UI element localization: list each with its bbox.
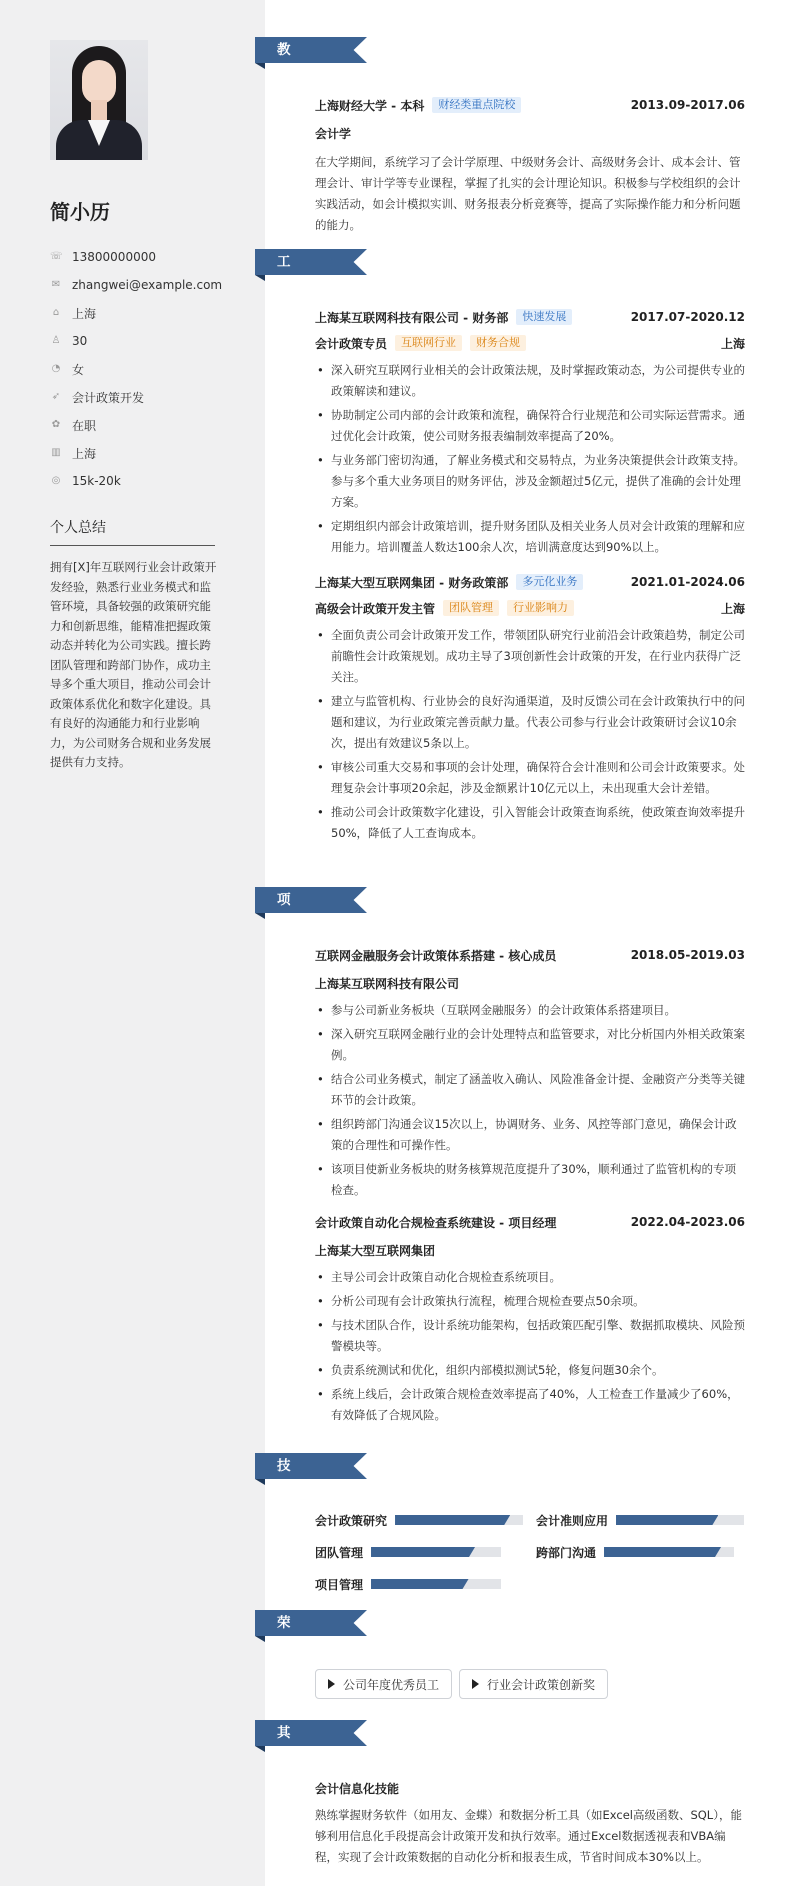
company-tag: 快速发展 (516, 309, 572, 325)
info-age: ♙ 30 (51, 334, 88, 348)
skill-bar (371, 1547, 501, 1557)
list-item: • 审核公司重大交易和事项的会计处理，确保符合会计准则和公司会计政策要求。处理复杂会计事项20余起，涉及金额累计10亿元以上，未出现重大会计差错。 (315, 757, 745, 799)
skill-bar (371, 1579, 501, 1589)
skill-item: 团队管理 (315, 1544, 501, 1560)
list-item: • 深入研究互联网金融行业的会计处理特点和监管要求，对比分析国内外相关政策案例。 (315, 1024, 745, 1066)
list-item: • 主导公司会计政策自动化合规检查系统项目。 (315, 1267, 745, 1288)
home-icon: ⌂ (52, 307, 60, 318)
skill-bar (395, 1515, 523, 1525)
info-status: ✿ 在职 (51, 418, 97, 433)
info-gender: ◔ 女 (51, 362, 85, 377)
list-item: • 该项目使新业务板块的财务核算规范度提升了30%，顺利通过了监管机构的专项检查。 (315, 1159, 745, 1201)
project-bullets (315, 1000, 745, 1201)
work-entry-1 (315, 308, 745, 561)
work-date: 2021.01-2024.06 (630, 575, 745, 589)
education-entry (315, 96, 745, 236)
project-entry-1 (315, 946, 745, 1204)
project-title: 互联网金融服务会计政策体系搭建 - 核心成员 (315, 948, 557, 963)
project-org: 上海某互联网科技有限公司 (315, 976, 460, 991)
education-date: 2013.09-2017.06 (630, 98, 745, 112)
work-city: 上海 (720, 601, 745, 616)
target-icon: ➶ (51, 391, 61, 402)
work-bullets (315, 625, 745, 844)
list-item: • 结合公司业务模式，制定了涵盖收入确认、风险准备金计提、金融资产分类等关键环节的会计政策。 (315, 1069, 745, 1111)
list-item: • 参与公司新业务板块（互联网金融服务）的会计政策体系搭建项目。 (315, 1000, 745, 1021)
skill-item: 会计准则应用 (536, 1512, 744, 1528)
work-bullets (315, 360, 745, 558)
project-entry-2 (315, 1213, 745, 1429)
contact-info (50, 243, 230, 495)
project-date: 2018.05-2019.03 (630, 948, 745, 962)
major: 会计学 (315, 126, 352, 141)
list-item: • 深入研究互联网行业相关的会计政策法规，及时掌握政策动态，为公司提供专业的政策解读和建议。 (315, 360, 745, 402)
sidebar (0, 0, 265, 1886)
work-city: 上海 (720, 336, 745, 351)
play-icon (472, 1679, 479, 1689)
list-item: • 全面负责公司会计政策开发工作，带领团队研究行业前沿会计政策趋势，制定公司前瞻性会计政策规划。成功主导了3项创新性会计政策的开发，在行业内获得广泛关注。 (315, 625, 745, 688)
skill-item: 项目管理 (315, 1576, 501, 1592)
school-name: 上海财经大学 - 本科 (315, 98, 425, 113)
role-tag: 财务合规 (470, 335, 526, 351)
summary-text: 拥有[X]年互联网行业会计政策开发经验，熟悉行业业务模式和监管环境，具备较强的政策研究能力和创新思维，能精准把握政策动态并转化为公司实践。擅长跨团队管理和跨部门协作，成功主导多个重大项目，推动公司会计政策体系优化和数字化建设。具有良好的沟通能力和行业影响力，为公司财务合规和业务发展提供有力支持。 (50, 560, 217, 769)
play-icon (328, 1679, 335, 1689)
salary-icon: ◎ (51, 475, 61, 486)
info-city: ▥ 上海 (51, 446, 97, 461)
skill-item: 跨部门沟通 (536, 1544, 734, 1560)
work-entry-2 (315, 573, 745, 847)
info-phone: ☏ 13800000000 (50, 250, 156, 264)
skill-item: 会计政策研究 (315, 1512, 523, 1528)
info-home: ⌂ 上海 (50, 299, 230, 327)
list-item: • 与业务部门密切沟通，了解业务模式和交易特点，为业务决策提供会计政策支持。参与多个重大业务项目的财务评估，涉及金额超过5亿元，提供了准确的会计处理方案。 (315, 450, 745, 513)
skill-bar (616, 1515, 744, 1525)
list-item: • 分析公司现有会计政策执行流程，梳理合规检查要点50余项。 (315, 1291, 745, 1312)
profile-photo (50, 40, 148, 160)
list-item: • 与技术团队合作，设计系统功能架构，包括政策匹配引擎、数据抓取模块、风险预警模块等。 (315, 1315, 745, 1357)
award-badge: 行业会计政策创新奖 (459, 1669, 608, 1699)
job-role: 会计政策专员 (315, 336, 388, 351)
company-name: 上海某大型互联网集团 - 财务政策部 (315, 575, 509, 590)
project-org: 上海某大型互联网集团 (315, 1243, 436, 1258)
other-title: 会计信息化技能 (315, 1781, 400, 1796)
project-bullets (315, 1267, 745, 1426)
role-tag: 行业影响力 (507, 600, 574, 616)
project-title: 会计政策自动化合规检查系统建设 - 项目经理 (315, 1215, 557, 1230)
info-target: ➶ 会计政策开发 (51, 390, 145, 405)
list-item: • 协助制定公司内部的会计政策和流程，确保符合行业规范和公司实际运营需求。通过优化会计政策，使公司财务报表编制效率提高了20%。 (315, 405, 745, 447)
gender-icon: ◔ (51, 363, 61, 374)
city-icon: ▥ (51, 447, 61, 458)
list-item: • 组织跨部门沟通会议15次以上，协调财务、业务、风控等部门意见，确保会计政策的合理性和可操作性。 (315, 1114, 745, 1156)
email-icon: ✉ (51, 279, 61, 290)
project-date: 2022.04-2023.06 (630, 1215, 745, 1229)
info-salary: ◎ 15k-20k (51, 474, 121, 488)
school-tag: 财经类重点院校 (432, 97, 521, 113)
resume-title: 简小历 (50, 200, 110, 224)
list-item: • 建立与监管机构、行业协会的良好沟通渠道，及时反馈公司在会计政策执行中的问题和建议，为行业政策完善贡献力量。代表公司参与行业会计政策研讨会议10余次，提出有效建议5条以上。 (315, 691, 745, 754)
main-content: 教育经历 上海财经大学 - 本科 财经类重点院校 2013.09-2017.06 会计学 在大学期间，系统学习了会计学原理、中级财务会计、高级财务会计、成本会计、管理会计、审计学等专业课程，掌握了扎实的会计理论知识。积极参与学校组织的会计实践活动，如会计模拟实训、财务报表分析竞赛等，提高了实际操作能力和分析问题的能力。 工作经历 上海某互联网科技有限公司 - 财务部 快速发展 2017.07-2020.12 会计政策专员 互联网行业 财务合规 上海 • 深入研究互联网行业相关的会计政策法规，及时掌握政策动态，为公司提供专业的政策解读和建议。 • 协助制定公司内部的会计政策和流程，确保符合行业规范和公司实际运营需求。通过优化会计政策，使公司财务报表编制效率提高了20%。 • 与业务部门密切沟通，了解业务模式和交易特点，为业务决策提供会计政策支持。参与多个重大业务项目的财务评估，涉及金额超过5亿元，提供了准确的会计处理方案。 • 定期组织内部会计政策培训，提升财务团队及相关业务人员对会计政策的理解和应用能力。培训覆盖人数达100余人次，培训满意度达到90%以上。 上海某大型互联网集团 - 财务政策部 多元化业务 2021.01-2024.06 高级会计政策开发主管 团队管理 行业影响力 上海 • 全面负责公司会计政策开发工作，带领团队研究行业前沿会计政策趋势，制定公司前瞻性会计政策规划。成功主导了3项创新性会计政策的开发，在行业内获得广泛关注。 • 建立与监管机构、行业协会的良好沟通渠道，及时反馈公司在会计政策执行中的问题和建议，为行业政策完善贡献力量。代表公司参与行业会计政策研讨会议10余次，提出有效建议5条以上。 • 审核公司重大交易和事项的会计处理，确保符合会计准则和公司会计政策要求。处理复杂会计事项20余起，涉及金额累计10亿元以上，未出现重大会计差错。 • 推动公司会计政策数字化建设，引入智能会计政策查询系统，使政策查询效率提升50%，降低了人工查询成本。 项目经历 互联网金融服务会计政策体系搭建 - 核心成员 2018.05-2019.03 上海某互联网科技有限公司 • 参与公司新业务板块（互联网金融服务）的会计政策体系搭建项目。 • 深入研究互联网金融行业的会计处理特点和监管要求，对比分析国内外相关政策案例。 • 结合公司业务模式，制定了涵盖收入确认、风险准备金计提、金融资产分类等关键环节的会计政策。 • 组织跨部门沟通会议15次以上，协调财务、业务、风控等部门意见，确保会计政策的合理性和可操作性。 • 该项目使新业务板块的财务核算规范度提升了30%，顺利通过了监管机构的专项检查。 会计政策自动化合规检查系统建设 - 项目经理 2022.04-2023.06 上海某大型互联网集团 • 主导公司会计政策自动化合规检查系统项目。 • 分析公司现有会计政策执行流程，梳理合规检查要点50余项。 • 与技术团队合作，设计系统功能架构，包括政策匹配引擎、数据抓取模块、风险预警模块等。 • 负责系统测试和优化，组织内部模拟测试5轮，修复问题30余个。 • 系统上线后，会计政策合规检查效率提高了40%，人工检查工作量减少了60%，有效降低了合规风险。 技能专长 会计政策研究 会计准则应用 团队管理 跨部门沟通 项目管理 荣誉奖项 公司年度优秀员工 行业会计政策创新奖 其他信息 会计信息化技能 熟练掌握财务软件（如用友、金蝶）和数据分析工具（如Excel高级函数、SQL），能够利用信息化手段提高会计政策开发和执行效率。通过Excel数据透视表和VBA编程，实现了会计政策数据的自动化分析和报表生成，节省时间成本30%以上。 (265, 0, 794, 1886)
other-desc: 熟练掌握财务软件（如用友、金蝶）和数据分析工具（如Excel高级函数、SQL），能够利用信息化手段提高会计政策开发和执行效率。通过Excel数据透视表和VBA编程，实现了会计政策数据的自动化分析和报表生成，节省时间成本30%以上。 (315, 1808, 742, 1864)
company-tag: 多元化业务 (516, 574, 583, 590)
list-item: • 推动公司会计政策数字化建设，引入智能会计政策查询系统，使政策查询效率提升50%，降低了人工查询成本。 (315, 802, 745, 844)
status-icon: ✿ (51, 419, 61, 430)
role-tag: 互联网行业 (395, 335, 462, 351)
company-name: 上海某互联网科技有限公司 - 财务部 (315, 310, 509, 325)
phone-icon: ☏ (50, 251, 63, 262)
role-tag: 团队管理 (443, 600, 499, 616)
list-item: • 负责系统测试和优化，组织内部模拟测试5轮，修复问题30余个。 (315, 1360, 745, 1381)
list-item: • 系统上线后，会计政策合规检查效率提高了40%，人工检查工作量减少了60%，有效降低了合规风险。 (315, 1384, 745, 1426)
info-email: ✉ zhangwei@example.com (51, 278, 223, 292)
work-date: 2017.07-2020.12 (630, 310, 745, 324)
award-badge: 公司年度优秀员工 (315, 1669, 452, 1699)
age-icon: ♙ (51, 335, 61, 346)
skill-bar (604, 1547, 734, 1557)
education-desc: 在大学期间，系统学习了会计学原理、中级财务会计、高级财务会计、成本会计、管理会计、审计学等专业课程，掌握了扎实的会计理论知识。积极参与学校组织的会计实践活动，如会计模拟实训、财务报表分析竞赛等，提高了实际操作能力和分析问题的能力。 (315, 155, 741, 232)
job-role: 高级会计政策开发主管 (315, 601, 436, 616)
list-item: • 定期组织内部会计政策培训，提升财务团队及相关业务人员对会计政策的理解和应用能力。培训覆盖人数达100余人次，培训满意度达到90%以上。 (315, 516, 745, 558)
summary-title: 个人总结 (50, 517, 215, 546)
other-entry (315, 1779, 745, 1868)
